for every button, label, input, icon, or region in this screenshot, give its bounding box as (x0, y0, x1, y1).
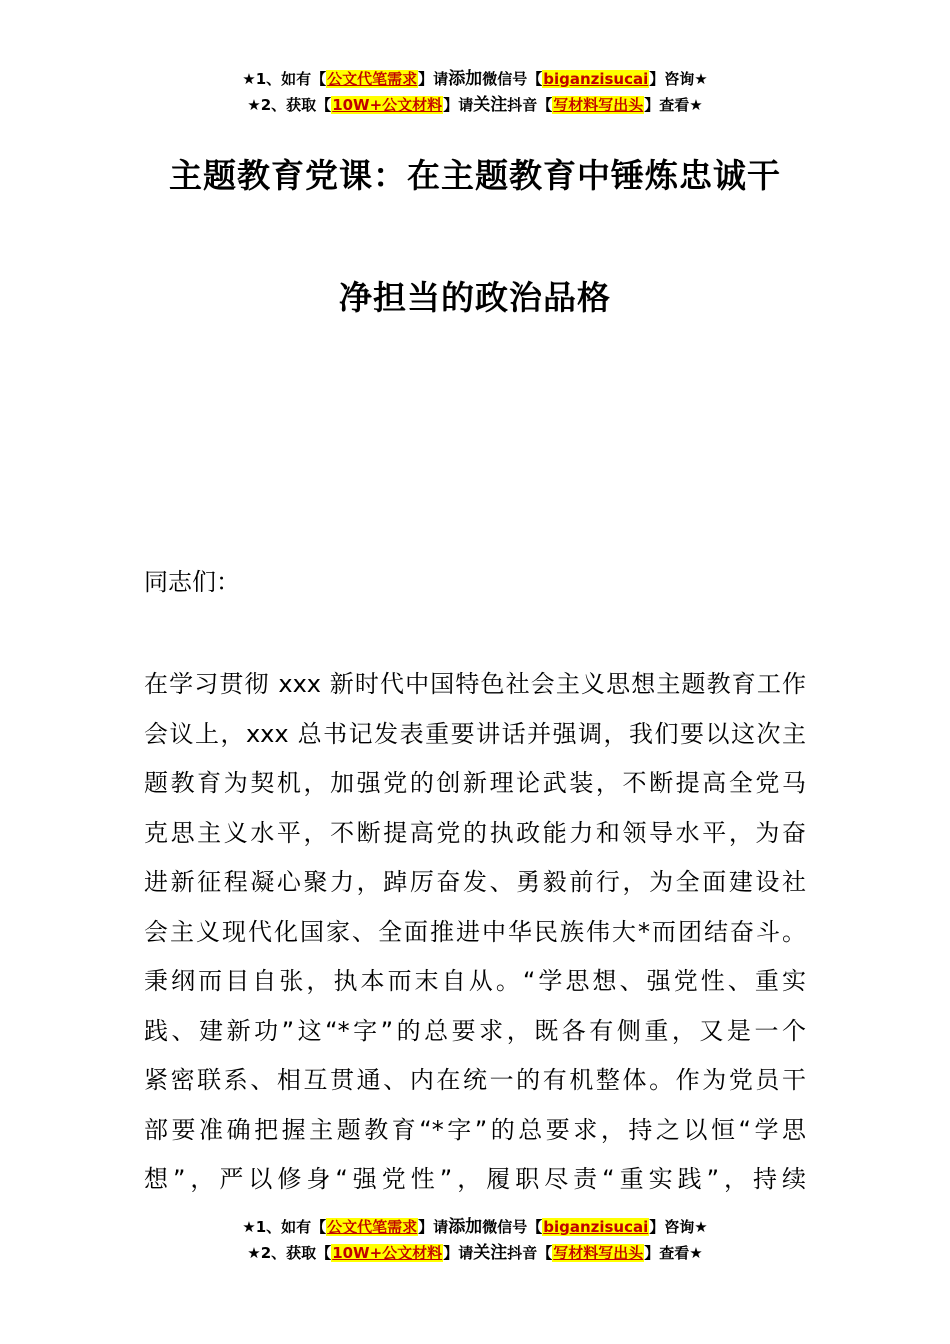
footer-banner (0, 1214, 950, 1266)
banner-text: 微信号【 (482, 70, 543, 88)
banner-highlight: biganzisucai (543, 1218, 649, 1236)
body-line: 紧密联系、相互贯通、内在统一的有机整体。作为党员干 (144, 1066, 806, 1094)
banner-line-1 (0, 1214, 950, 1240)
banner-highlight: 公文代笔需求 (327, 1218, 418, 1236)
body-line: 进新征程凝心聚力，踔厉奋发、勇毅前行，为全面建设社 (144, 868, 806, 896)
banner-text: 微信号【 (482, 1218, 543, 1236)
banner-emphasis: 添加 (448, 69, 483, 89)
banner-highlight: 10W+公文材料 (332, 1244, 443, 1262)
header-banner (0, 66, 950, 118)
banner-highlight: 公文代笔需求 (327, 70, 418, 88)
body-line: 会主义现代化国家、全面推进中华民族伟大*而团结奋斗。 (144, 917, 806, 946)
banner-line-2 (0, 1240, 950, 1266)
body-line: 部要准确把握主题教育“*字”的总要求，持之以恒“学思 (144, 1115, 806, 1144)
banner-text: 】咨询★ (649, 1218, 708, 1236)
banner-line-2 (0, 92, 950, 118)
banner-text: 】咨询★ (649, 70, 708, 88)
banner-text: 】请 (443, 1244, 474, 1262)
body-paragraph (144, 660, 806, 1205)
banner-emphasis: 关注 (473, 95, 508, 115)
body-line: 想”，严以修身“强党性”，履职尽责“重实践”，持续 (144, 1165, 806, 1193)
body-line: 克思主义水平，不断提高党的执政能力和领导水平，为奋 (144, 818, 806, 847)
salutation: 同志们： (144, 568, 240, 596)
banner-text: 】查看★ (644, 96, 703, 114)
banner-text: 】请 (418, 1218, 449, 1236)
banner-text: ★1、如有【 (242, 70, 327, 88)
body-line: 在学习贯彻 xxx 新时代中国特色社会主义思想主题教育工作 (144, 670, 806, 698)
banner-text: ★2、获取【 (247, 1244, 332, 1262)
banner-text: 】请 (418, 70, 449, 88)
banner-text: ★2、获取【 (247, 96, 332, 114)
banner-line-1 (0, 66, 950, 92)
body-line: 秉纲而目自张，执本而末自从。“学思想、强党性、重实 (144, 967, 806, 995)
banner-highlight: biganzisucai (543, 70, 649, 88)
banner-emphasis: 添加 (448, 1217, 483, 1237)
document-title-line-2: 净担当的政治品格 (339, 278, 611, 317)
body-line: 题教育为契机，加强党的创新理论武装，不断提高全党马 (144, 769, 806, 797)
banner-text: 】查看★ (644, 1244, 703, 1262)
banner-text: 抖音【 (507, 96, 553, 114)
body-line: 践、建新功”这“*字”的总要求，既各有侧重，又是一个 (144, 1016, 806, 1045)
document-title-line-1: 主题教育党课：在主题教育中锤炼忠诚干 (169, 156, 781, 195)
banner-text: ★1、如有【 (242, 1218, 327, 1236)
banner-emphasis: 关注 (473, 1243, 508, 1263)
banner-highlight: 10W+公文材料 (332, 96, 443, 114)
banner-text: 抖音【 (507, 1244, 553, 1262)
banner-highlight: 写材料写出头 (553, 96, 644, 114)
banner-text: 】请 (443, 96, 474, 114)
banner-highlight: 写材料写出头 (553, 1244, 644, 1262)
body-line: 会议上，xxx 总书记发表重要讲话并强调，我们要以这次主 (144, 719, 806, 748)
